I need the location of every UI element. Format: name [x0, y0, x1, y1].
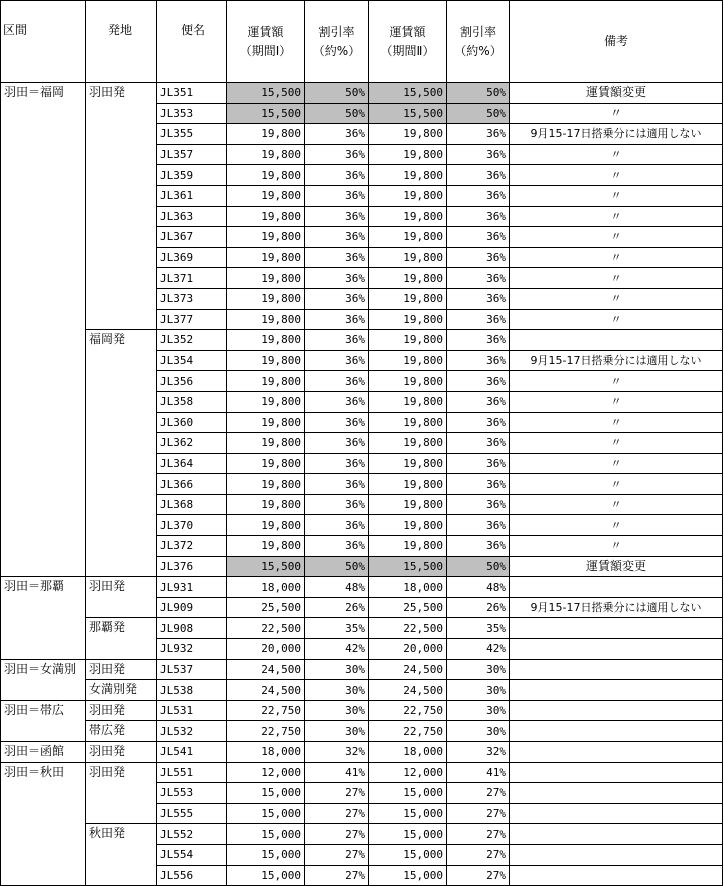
rate2-cell: 36%: [447, 371, 510, 392]
rate2-cell: 27%: [447, 844, 510, 865]
rate2-cell: 36%: [447, 144, 510, 165]
note-cell: [510, 721, 723, 742]
rate2-cell: 36%: [447, 227, 510, 248]
rate1-cell: 27%: [305, 803, 369, 824]
flight-cell: JL531: [157, 700, 227, 721]
fare2-cell: 25,500: [369, 597, 447, 618]
table-row: [1, 824, 723, 845]
fare1-cell: 22,500: [227, 618, 305, 639]
fare1-cell: 19,800: [227, 453, 305, 474]
table-row: [1, 577, 723, 598]
fare2-cell: 19,800: [369, 185, 447, 206]
fare1-cell: 15,500: [227, 556, 305, 577]
flight-cell: JL932: [157, 639, 227, 660]
flight-cell: JL554: [157, 844, 227, 865]
note-cell: 〃: [510, 412, 723, 433]
header-fare1-line1: 運賃額: [247, 24, 284, 39]
fare1-cell: 15,000: [227, 844, 305, 865]
fare2-cell: 12,000: [369, 762, 447, 783]
rate1-cell: 36%: [305, 124, 369, 145]
fare1-cell: 19,800: [227, 227, 305, 248]
rate1-cell: 36%: [305, 453, 369, 474]
rate1-cell: 36%: [305, 288, 369, 309]
flight-cell: JL353: [157, 103, 227, 124]
table-row: [1, 721, 723, 742]
rate2-cell: 36%: [447, 206, 510, 227]
header-rate2-line2: （約%）: [454, 43, 502, 58]
table-header: [1, 1, 723, 83]
flight-cell: JL377: [157, 309, 227, 330]
rate2-cell: 36%: [447, 185, 510, 206]
fare1-cell: 15,000: [227, 865, 305, 886]
origin-cell: 帯広発: [86, 721, 157, 742]
flight-cell: JL351: [157, 83, 227, 104]
fare1-cell: 19,800: [227, 474, 305, 495]
fare1-cell: 12,000: [227, 762, 305, 783]
flight-cell: JL908: [157, 618, 227, 639]
header-origin-label: 発地: [108, 23, 133, 37]
rate1-cell: 36%: [305, 185, 369, 206]
origin-cell: 羽田発: [86, 83, 157, 330]
rate1-cell: 30%: [305, 700, 369, 721]
fare2-cell: 22,500: [369, 618, 447, 639]
flight-cell: JL371: [157, 268, 227, 289]
rate1-cell: 36%: [305, 144, 369, 165]
rate2-cell: 50%: [447, 556, 510, 577]
fare1-cell: 19,800: [227, 124, 305, 145]
note-cell: 9月15-17日搭乗分には適用しない: [510, 124, 723, 145]
header-flight-label: 便名: [181, 23, 206, 37]
fare1-cell: 15,000: [227, 803, 305, 824]
note-cell: 〃: [510, 391, 723, 412]
flight-cell: JL931: [157, 577, 227, 598]
note-cell: [510, 330, 723, 351]
fare1-cell: 24,500: [227, 659, 305, 680]
fare2-cell: 19,800: [369, 165, 447, 186]
rate2-cell: 36%: [447, 288, 510, 309]
note-cell: [510, 742, 723, 763]
table-row: [1, 659, 723, 680]
note-cell: 〃: [510, 247, 723, 268]
flight-cell: JL362: [157, 433, 227, 454]
fare2-cell: 15,000: [369, 844, 447, 865]
section-cell: 羽田＝那覇: [1, 577, 86, 659]
rate1-cell: 27%: [305, 844, 369, 865]
fare2-cell: 19,800: [369, 268, 447, 289]
table-row: [1, 680, 723, 701]
note-cell: 〃: [510, 288, 723, 309]
section-cell: 羽田＝女満別: [1, 659, 86, 700]
origin-cell: 福岡発: [86, 330, 157, 577]
rate1-cell: 36%: [305, 391, 369, 412]
flight-cell: JL355: [157, 124, 227, 145]
flight-cell: JL367: [157, 227, 227, 248]
rate2-cell: 30%: [447, 721, 510, 742]
note-cell: 〃: [510, 144, 723, 165]
fare1-cell: 19,800: [227, 515, 305, 536]
origin-cell: 羽田発: [86, 700, 157, 721]
fare1-cell: 19,800: [227, 371, 305, 392]
fare2-cell: 19,800: [369, 433, 447, 454]
rate1-cell: 36%: [305, 165, 369, 186]
rate2-cell: 50%: [447, 103, 510, 124]
rate2-cell: 36%: [447, 268, 510, 289]
section-cell: 羽田＝帯広: [1, 700, 86, 741]
rate1-cell: 50%: [305, 556, 369, 577]
rate2-cell: 48%: [447, 577, 510, 598]
rate2-cell: 27%: [447, 865, 510, 886]
header-fare2: [369, 1, 447, 83]
fare2-cell: 19,800: [369, 124, 447, 145]
flight-cell: JL366: [157, 474, 227, 495]
fare1-cell: 19,800: [227, 391, 305, 412]
fare1-cell: 15,000: [227, 783, 305, 804]
fare2-cell: 19,800: [369, 391, 447, 412]
header-rate1-line1: 割引率: [318, 24, 355, 39]
header-origin: [86, 1, 157, 83]
fare1-cell: 15,000: [227, 824, 305, 845]
rate2-cell: 50%: [447, 83, 510, 104]
fare1-cell: 19,800: [227, 330, 305, 351]
note-cell: [510, 803, 723, 824]
note-cell: 〃: [510, 536, 723, 557]
rate1-cell: 36%: [305, 536, 369, 557]
note-cell: 〃: [510, 474, 723, 495]
rate1-cell: 27%: [305, 783, 369, 804]
flight-cell: JL555: [157, 803, 227, 824]
fare2-cell: 19,800: [369, 247, 447, 268]
fare1-cell: 24,500: [227, 680, 305, 701]
note-cell: 9月15-17日搭乗分には適用しない: [510, 350, 723, 371]
fare1-cell: 18,000: [227, 577, 305, 598]
fare1-cell: 19,800: [227, 144, 305, 165]
rate2-cell: 36%: [447, 453, 510, 474]
rate2-cell: 42%: [447, 639, 510, 660]
fare2-cell: 19,800: [369, 474, 447, 495]
flight-cell: JL360: [157, 412, 227, 433]
note-cell: 〃: [510, 494, 723, 515]
section-cell: 羽田＝函館: [1, 742, 86, 763]
table-row: [1, 618, 723, 639]
section-cell: 羽田＝秋田: [1, 762, 86, 886]
header-fare2-line2: （期間Ⅱ）: [380, 43, 435, 58]
rate2-cell: 36%: [447, 330, 510, 351]
note-cell: 〃: [510, 103, 723, 124]
fare2-cell: 18,000: [369, 577, 447, 598]
fare1-cell: 19,800: [227, 165, 305, 186]
rate2-cell: 26%: [447, 597, 510, 618]
flight-cell: JL368: [157, 494, 227, 515]
flight-cell: JL363: [157, 206, 227, 227]
fare2-cell: 19,800: [369, 494, 447, 515]
flight-cell: JL376: [157, 556, 227, 577]
flight-cell: JL532: [157, 721, 227, 742]
table-row: [1, 83, 723, 104]
note-cell: 〃: [510, 433, 723, 454]
rate1-cell: 35%: [305, 618, 369, 639]
fare2-cell: 19,800: [369, 330, 447, 351]
flight-cell: JL354: [157, 350, 227, 371]
rate2-cell: 36%: [447, 494, 510, 515]
rate2-cell: 36%: [447, 165, 510, 186]
rate2-cell: 36%: [447, 391, 510, 412]
fare1-cell: 19,800: [227, 412, 305, 433]
note-cell: [510, 844, 723, 865]
fare1-cell: 19,800: [227, 268, 305, 289]
origin-cell: 羽田発: [86, 577, 157, 618]
fare1-cell: 22,750: [227, 721, 305, 742]
fare2-cell: 15,000: [369, 783, 447, 804]
rate2-cell: 41%: [447, 762, 510, 783]
fare1-cell: 15,500: [227, 83, 305, 104]
rate1-cell: 30%: [305, 680, 369, 701]
origin-cell: 羽田発: [86, 659, 157, 680]
fare1-cell: 19,800: [227, 494, 305, 515]
fare2-cell: 22,750: [369, 700, 447, 721]
fare1-cell: 25,500: [227, 597, 305, 618]
fare1-cell: 19,800: [227, 433, 305, 454]
flight-cell: JL357: [157, 144, 227, 165]
fare2-cell: 20,000: [369, 639, 447, 660]
note-cell: 〃: [510, 309, 723, 330]
header-fare2-line1: 運賃額: [389, 24, 426, 39]
fare2-cell: 15,500: [369, 83, 447, 104]
fare2-cell: 19,800: [369, 412, 447, 433]
fare2-cell: 19,800: [369, 371, 447, 392]
rate1-cell: 36%: [305, 268, 369, 289]
fare1-cell: 19,800: [227, 206, 305, 227]
fare2-cell: 15,500: [369, 556, 447, 577]
rate2-cell: 27%: [447, 803, 510, 824]
section-cell: 羽田＝福岡: [1, 83, 86, 577]
flight-cell: JL537: [157, 659, 227, 680]
note-cell: 運賃額変更: [510, 556, 723, 577]
rate1-cell: 27%: [305, 865, 369, 886]
rate2-cell: 35%: [447, 618, 510, 639]
note-cell: [510, 762, 723, 783]
table-row: [1, 742, 723, 763]
flight-cell: JL538: [157, 680, 227, 701]
fare2-cell: 19,800: [369, 309, 447, 330]
rate2-cell: 30%: [447, 659, 510, 680]
header-note: 備考: [510, 1, 723, 83]
table-row: [1, 700, 723, 721]
fare2-cell: 19,800: [369, 206, 447, 227]
note-cell: 〃: [510, 185, 723, 206]
rate2-cell: 36%: [447, 536, 510, 557]
table-body: [1, 83, 723, 886]
rate2-cell: 30%: [447, 700, 510, 721]
rate1-cell: 26%: [305, 597, 369, 618]
rate1-cell: 36%: [305, 247, 369, 268]
note-cell: [510, 824, 723, 845]
fare1-cell: 20,000: [227, 639, 305, 660]
rate1-cell: 36%: [305, 494, 369, 515]
rate2-cell: 32%: [447, 742, 510, 763]
header-rate2: [447, 1, 510, 83]
note-cell: 〃: [510, 515, 723, 536]
rate2-cell: 36%: [447, 124, 510, 145]
rate1-cell: 36%: [305, 350, 369, 371]
rate1-cell: 36%: [305, 412, 369, 433]
rate1-cell: 30%: [305, 659, 369, 680]
rate2-cell: 36%: [447, 515, 510, 536]
note-cell: 〃: [510, 206, 723, 227]
note-cell: 〃: [510, 227, 723, 248]
note-cell: [510, 865, 723, 886]
rate1-cell: 50%: [305, 103, 369, 124]
rate2-cell: 36%: [447, 350, 510, 371]
rate1-cell: 36%: [305, 309, 369, 330]
flight-cell: JL909: [157, 597, 227, 618]
note-cell: [510, 659, 723, 680]
note-cell: [510, 700, 723, 721]
rate1-cell: 27%: [305, 824, 369, 845]
note-cell: 〃: [510, 371, 723, 392]
flight-cell: JL551: [157, 762, 227, 783]
note-cell: [510, 783, 723, 804]
flight-cell: JL364: [157, 453, 227, 474]
fare2-cell: 19,800: [369, 227, 447, 248]
rate1-cell: 50%: [305, 83, 369, 104]
fare2-cell: 15,000: [369, 865, 447, 886]
flight-cell: JL556: [157, 865, 227, 886]
rate2-cell: 36%: [447, 309, 510, 330]
fare1-cell: 19,800: [227, 536, 305, 557]
header-rate1: [305, 1, 369, 83]
origin-cell: 女満別発: [86, 680, 157, 701]
origin-cell: 那覇発: [86, 618, 157, 659]
header-rate1-line2: （約%）: [312, 43, 361, 58]
fare2-cell: 19,800: [369, 144, 447, 165]
rate1-cell: 36%: [305, 206, 369, 227]
fare2-cell: 22,750: [369, 721, 447, 742]
header-rate2-line1: 割引率: [459, 24, 496, 39]
note-cell: 〃: [510, 453, 723, 474]
note-cell: 運賃額変更: [510, 83, 723, 104]
fare2-cell: 19,800: [369, 515, 447, 536]
rate1-cell: 30%: [305, 721, 369, 742]
flight-cell: JL358: [157, 391, 227, 412]
rate1-cell: 36%: [305, 371, 369, 392]
flight-cell: JL361: [157, 185, 227, 206]
rate1-cell: 36%: [305, 330, 369, 351]
note-cell: 〃: [510, 268, 723, 289]
rate2-cell: 27%: [447, 824, 510, 845]
fare1-cell: 19,800: [227, 247, 305, 268]
rate1-cell: 36%: [305, 515, 369, 536]
rate2-cell: 30%: [447, 680, 510, 701]
table-row: [1, 330, 723, 351]
fare2-cell: 18,000: [369, 742, 447, 763]
fare2-cell: 19,800: [369, 453, 447, 474]
fare2-cell: 15,500: [369, 103, 447, 124]
fare1-cell: 18,000: [227, 742, 305, 763]
fare2-cell: 19,800: [369, 288, 447, 309]
flight-cell: JL359: [157, 165, 227, 186]
fare1-cell: 19,800: [227, 185, 305, 206]
rate1-cell: 41%: [305, 762, 369, 783]
flight-cell: JL372: [157, 536, 227, 557]
header-row: [1, 1, 723, 83]
rate1-cell: 36%: [305, 474, 369, 495]
flight-cell: JL553: [157, 783, 227, 804]
note-cell: [510, 639, 723, 660]
fare1-cell: 19,800: [227, 309, 305, 330]
fare1-cell: 19,800: [227, 288, 305, 309]
origin-cell: 羽田発: [86, 742, 157, 763]
fare1-cell: 15,500: [227, 103, 305, 124]
fare2-cell: 19,800: [369, 350, 447, 371]
flight-cell: JL352: [157, 330, 227, 351]
flight-cell: JL356: [157, 371, 227, 392]
note-cell: 9月15-17日搭乗分には適用しない: [510, 597, 723, 618]
rate1-cell: 36%: [305, 433, 369, 454]
header-fare1-line2: （期間Ⅰ）: [239, 43, 292, 58]
fare2-cell: 24,500: [369, 680, 447, 701]
rate1-cell: 48%: [305, 577, 369, 598]
flight-cell: JL369: [157, 247, 227, 268]
flight-cell: JL373: [157, 288, 227, 309]
origin-cell: 羽田発: [86, 762, 157, 824]
note-cell: 〃: [510, 165, 723, 186]
note-cell: [510, 577, 723, 598]
header-flight: [157, 1, 227, 83]
flight-cell: JL552: [157, 824, 227, 845]
fare2-cell: 24,500: [369, 659, 447, 680]
fare1-cell: 22,750: [227, 700, 305, 721]
rate2-cell: 27%: [447, 783, 510, 804]
fare2-cell: 19,800: [369, 536, 447, 557]
header-fare1: [227, 1, 305, 83]
rate1-cell: 32%: [305, 742, 369, 763]
rate2-cell: 36%: [447, 433, 510, 454]
fare1-cell: 19,800: [227, 350, 305, 371]
flight-cell: JL541: [157, 742, 227, 763]
rate2-cell: 36%: [447, 247, 510, 268]
fare2-cell: 15,000: [369, 803, 447, 824]
flight-cell: JL370: [157, 515, 227, 536]
rate2-cell: 36%: [447, 474, 510, 495]
rate2-cell: 36%: [447, 412, 510, 433]
note-cell: [510, 680, 723, 701]
rate1-cell: 42%: [305, 639, 369, 660]
header-section: 区間: [1, 1, 86, 83]
table-row: [1, 762, 723, 783]
fare2-cell: 15,000: [369, 824, 447, 845]
note-cell: [510, 618, 723, 639]
rate1-cell: 36%: [305, 227, 369, 248]
origin-cell: 秋田発: [86, 824, 157, 886]
